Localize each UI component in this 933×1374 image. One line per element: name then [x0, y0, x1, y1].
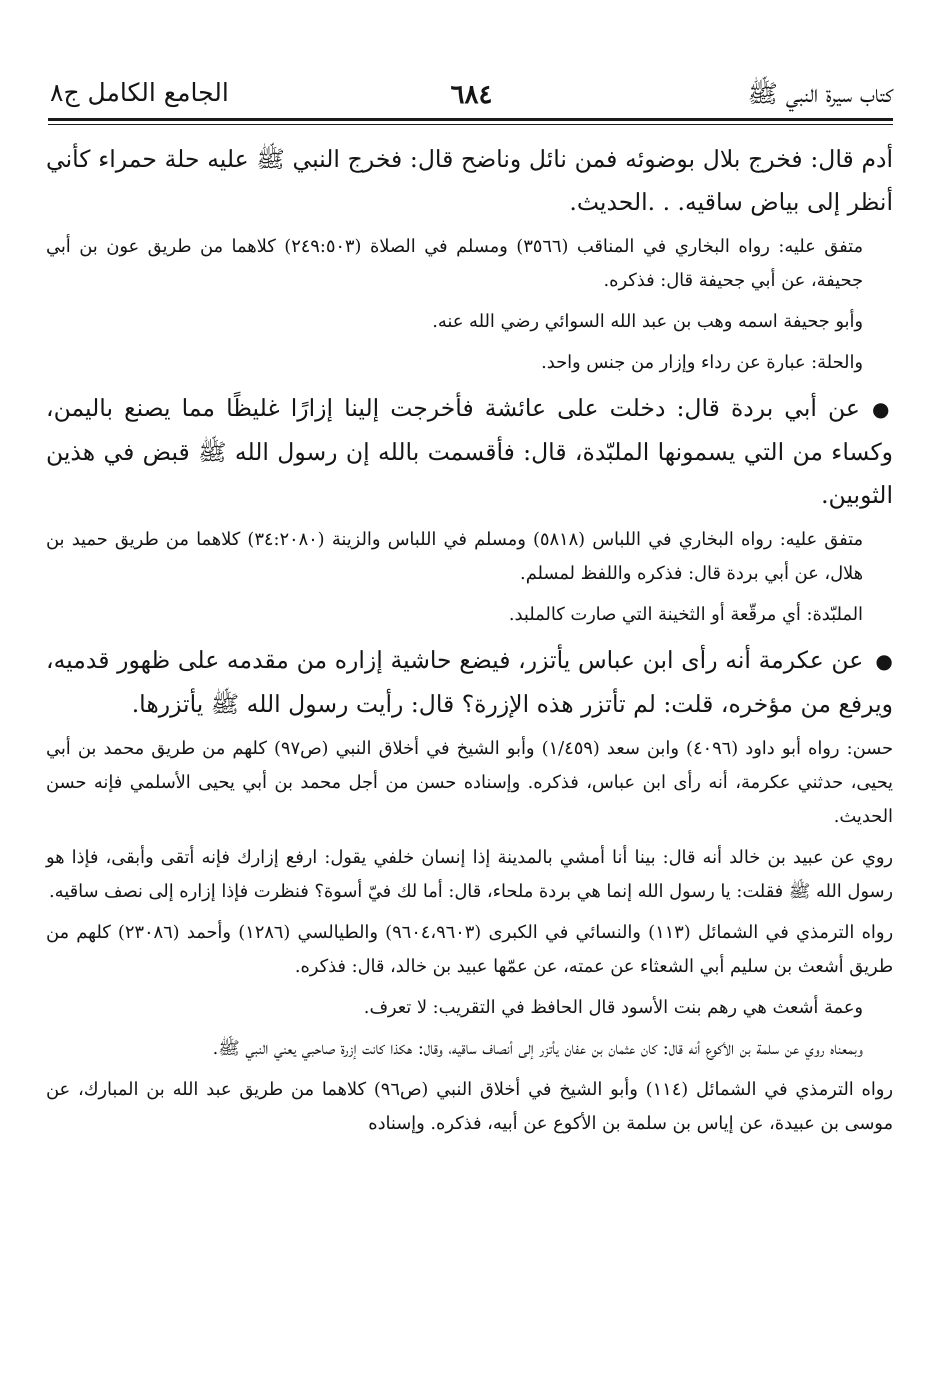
paragraph-text: عن أبي بردة قال: دخلت على عائشة فأخرجت إلينا إزارًا غليظًا مما يصنع باليمن، وكساء من التي يسمونها الملبّدة، قال: فأقسمت بالله إن رسول الله ﷺ قبض في هذين الثوبين.	[46, 394, 893, 509]
paragraph-text: روي عن عبيد بن خالد أنه قال: بينا أنا أمشي بالمدينة إذا إنسان خلفي يقول: ارفع إزارك فإنه أتقى وأبقى، فإذا هو رسول الله ﷺ فقلت: يا رسول الله إنما هي بردة ملحاء، قال: أما لك فيّ أسوة؟ فنظرت فإذا إزاره إلى نصف ساقيه.	[46, 847, 893, 902]
footnote-paragraph	[46, 1073, 893, 1141]
hadith-paragraph	[46, 138, 893, 224]
bullet-icon: ●	[875, 649, 893, 673]
footnote-paragraph	[46, 991, 893, 1025]
paragraph-text: وأبو جحيفة اسمه وهب بن عبد الله السوائي رضي الله عنه.	[432, 311, 863, 332]
paragraph-text: وعمة أشعث هي رهم بنت الأسود قال الحافظ في التقريب: لا تعرف.	[363, 997, 863, 1018]
paragraph-text: الملبّدة: أي مرقّعة أو الثخينة التي صارت كالملبد.	[508, 604, 863, 625]
paragraph-text: والحلة: عبارة عن رداء وإزار من جنس واحد.	[541, 352, 863, 373]
paragraph-text: متفق عليه: رواه البخاري في اللباس (٥٨١٨) ومسلم في اللباس والزينة (٣٤:٢٠٨٠) كلاهما من طريق حميد بن هلال، عن أبي بردة قال: فذكره واللفظ لمسلم.	[46, 529, 863, 584]
paragraph-text: متفق عليه: رواه البخاري في المناقب (٣٥٦٦) ومسلم في الصلاة (٢٤٩:٥٠٣) كلاهما من طريق عون بن أبي جحيفة، عن أبي جحيفة قال: فذكره.	[46, 236, 863, 291]
page-header	[50, 72, 893, 120]
paragraph-text: عن عكرمة أنه رأى ابن عباس يأتزر، فيضع حاشية إزاره من مقدمه على ظهور قدميه، ويرفع من مؤخره، قلت: لم تأتزر هذه الإزرة؟ قال: رأيت رسول الله ﷺ يأتزرها.	[46, 646, 893, 718]
paragraph-text: وبمعناه روي عن سلمة بن الأكوع أنه قال: كان عثمان بن عفان يأتزر إلى أنصاف ساقيه، وقال: هكذا كانت إزرة صاحبي يعني النبي ﷺ.	[212, 1038, 863, 1059]
bullet-icon: ●	[871, 397, 894, 421]
footnote-paragraph	[46, 841, 893, 909]
paragraph-text: أدم قال: فخرج بلال بوضوئه فمن نائل وناضح قال: فخرج النبي ﷺ عليه حلة حمراء كأني أنظر إلى بياض ساقيه. . .الحديث.	[46, 145, 893, 216]
hadith-paragraph	[46, 387, 893, 517]
footnote-paragraph	[46, 1032, 893, 1066]
paragraph-text: رواه الترمذي في الشمائل (١١٤) وأبو الشيخ في أخلاق النبي (ص٩٦) كلاهما من طريق عبد الله بن المبارك، عن موسى بن عبيدة، عن إياس بن سلمة بن الأكوع عن أبيه، فذكره. وإسناده	[46, 1079, 893, 1134]
footnote-paragraph	[46, 732, 893, 834]
paragraph-text: رواه الترمذي في الشمائل (١١٣) والنسائي في الكبرى (٩٦٠٤،٩٦٠٣) والطيالسي (١٢٨٦) وأحمد (٢٣٠٨٦) كلهم من طريق أشعث بن سليم أبي الشعثاء عن عمته، عن عمّها عبيد بن خالد، قال: فذكره.	[46, 922, 894, 977]
book-title: كتاب سيرة النبي ﷺ	[747, 79, 893, 108]
volume-label: الجامع الكامل ج٨	[50, 78, 229, 107]
header-rule-thin	[48, 124, 893, 125]
paragraph-text: حسن: رواه أبو داود (٤٠٩٦) وابن سعد (١/٤٥٩) وأبو الشيخ في أخلاق النبي (ص٩٧) كلهم من طريق محمد بن أبي يحيى، حدثني عكرمة، أنه رأى ابن عباس، فذكره. وإسناده حسن من أجل محمد بن أبي يحيى الأسلمي فإنه حسن الحديث.	[46, 738, 894, 827]
page-body	[46, 138, 893, 1148]
footnote-paragraph	[46, 346, 893, 380]
header-rule-thick	[48, 118, 893, 121]
hadith-paragraph	[46, 639, 893, 726]
footnote-paragraph	[46, 523, 893, 591]
footnote-paragraph	[46, 916, 893, 984]
footnote-paragraph	[46, 305, 893, 339]
footnote-paragraph	[46, 598, 893, 632]
footnote-paragraph	[46, 230, 893, 298]
page-number: ٦٨٤	[450, 80, 493, 110]
